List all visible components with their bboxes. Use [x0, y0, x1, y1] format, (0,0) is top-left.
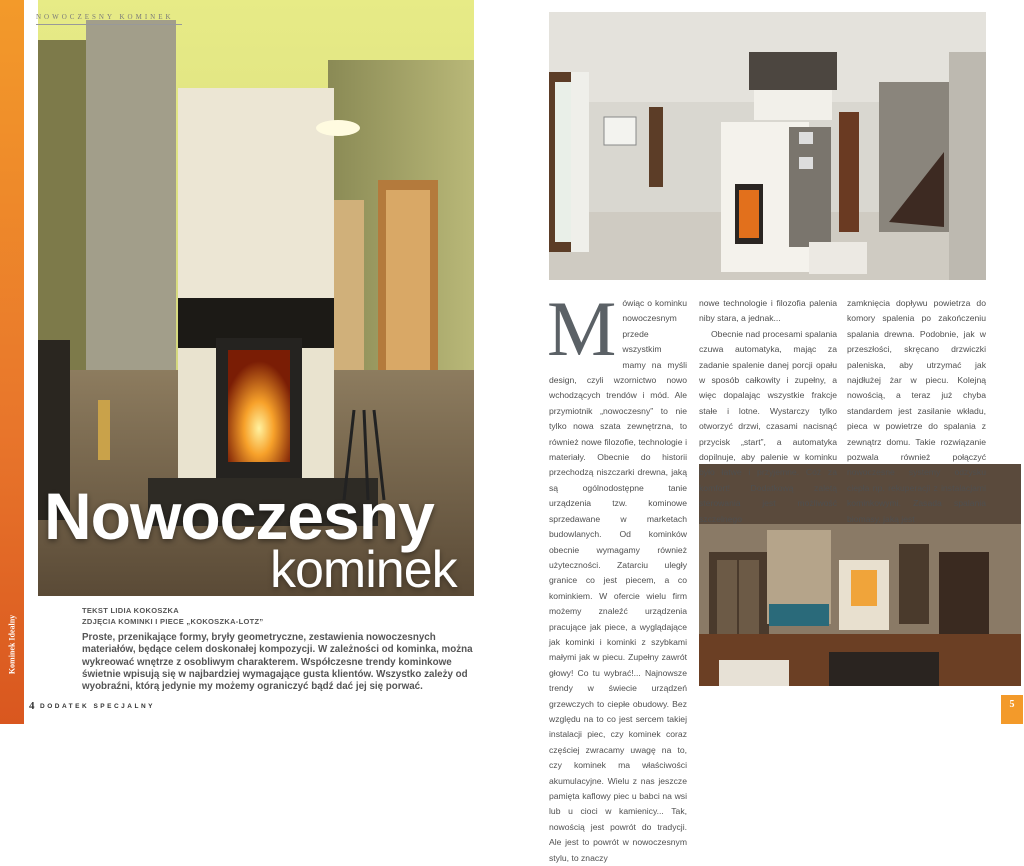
page-number-right: 5: [1001, 695, 1023, 724]
running-header: NOWOCZESNY KOMINEK: [36, 13, 174, 21]
side-label-text: Kominek Idealny: [7, 614, 17, 675]
article-column-2: [699, 296, 837, 527]
article-column-1: [547, 285, 687, 866]
article-paragraph: ówiąc o kominku nowoczesnym przede wszystkim mamy na myśli design, czyli wzornictwo nowo wchodzących trendów i mód. Ale przymiotnik „nowoczesny” to nie tylko nowa szata zewnętrzna, to również nowe filozofie, technologie i materiały. Obecnie do historii przechodzą niszczarki drewna, jaką są ogólnodostępne tanie urządzenia tzw. kominowe sprzedawane w marketach budowlanych. Od kominków obecnie wymagamy również użyteczności. Zatarciu uległy granice co jest piecem, a co kominkiem. W ofercie wielu firm możemy znaleźć urządzenia pracujące jak piece, a wyglądające jak kominki i kominki z szybkami małymi jak w piecu. Zupełny zawrót głowy! Co tu wybrać!... Najnowsze trendy w świecie urządzeń grzewczych to ciepłe obudowy. Bez względu na to co jest sercem takiej instalacji piec, czy kominek coraz częściej zwracamy uwagę na to, czy kominek ma właściwości akumulacyjne. Wielu z nas jeszcze pamięta kaflowy piec u babci na wsi lub u cioci w kamienicy... Tak, nowością jest powrót do tradycji. Ale jest to powrót w nowoczesnym stylu, to znaczy: [549, 298, 687, 863]
article-title: Nowoczesny: [44, 479, 434, 553]
header-rule: [36, 24, 182, 25]
drop-cap: M: [547, 285, 617, 372]
section-footer: DODATEK SPECJALNY: [40, 703, 155, 710]
interior-photo-top: [549, 12, 986, 280]
article-column-3: [847, 296, 986, 527]
lead-paragraph: Proste, przenikające formy, bryły geometryczne, zestawienia nowoczesnych materiałów, będące celem doskonałej kompozycji. W zależności od kominka, można wykreować wnętrze z osobliwym charakterem. Współczesne trendy kominkowe świetnie wpisują się w najbardziej wymagające gusta klientów. Wszystko zależy od wyobraźni, którą jedynie my możemy ograniczyć bądź dać jej się porwać.: [82, 632, 473, 693]
article-paragraph: nowe technologie i filozofia palenia niby stara, a jednak...: [699, 298, 837, 324]
article-paragraph: zamknięcia dopływu powietrza do komory spalenia po zakończeniu spalania drewna. Podobnie, jak w przeszłości, skręcano drzwiczki paleniska, aby utrzymać jak najdłużej żar w piecu. Kolejną nowością, a teraz już chyba standardem jest zasilanie wkładu, pieca w powietrze do spalania z zewnątrz domu. Takie rozwiązanie pozwala również połączyć nowoczesne systemy odzysku ciepła np. rekuperacji z instalacjami kominkowymi. Zasada spalania biomasy, jaką jest: [847, 298, 986, 524]
text-credit: TEKST LIDIA KOKOSZKA: [82, 606, 179, 615]
interior-photo-top-illustration: [549, 12, 986, 280]
side-label: [0, 610, 24, 690]
article-paragraph: Obecnie nad procesami spalania czuwa automatyka, mając za zadanie spalenie danej porcji opału w sposób całkowity i zupełny, a więc dopalając wszystkie frakcje stałe i lotne. Wystarczy tylko otworzyć drzwi, czasami nacisnąć przycisk „start”, a automatyka dopilnuje, aby palenie w kominku było łatwe i przyjemne. Cóż za komfort! Dodatkową zaletą sterowania jest możliwość szczelnego: [699, 328, 837, 524]
photo-credit: ZDJĘCIA KOMINKI I PIECE „KOKOSZKA-LOTZ”: [82, 617, 264, 626]
article-subtitle: kominek: [270, 541, 457, 599]
page-number-left: 4: [29, 700, 35, 712]
